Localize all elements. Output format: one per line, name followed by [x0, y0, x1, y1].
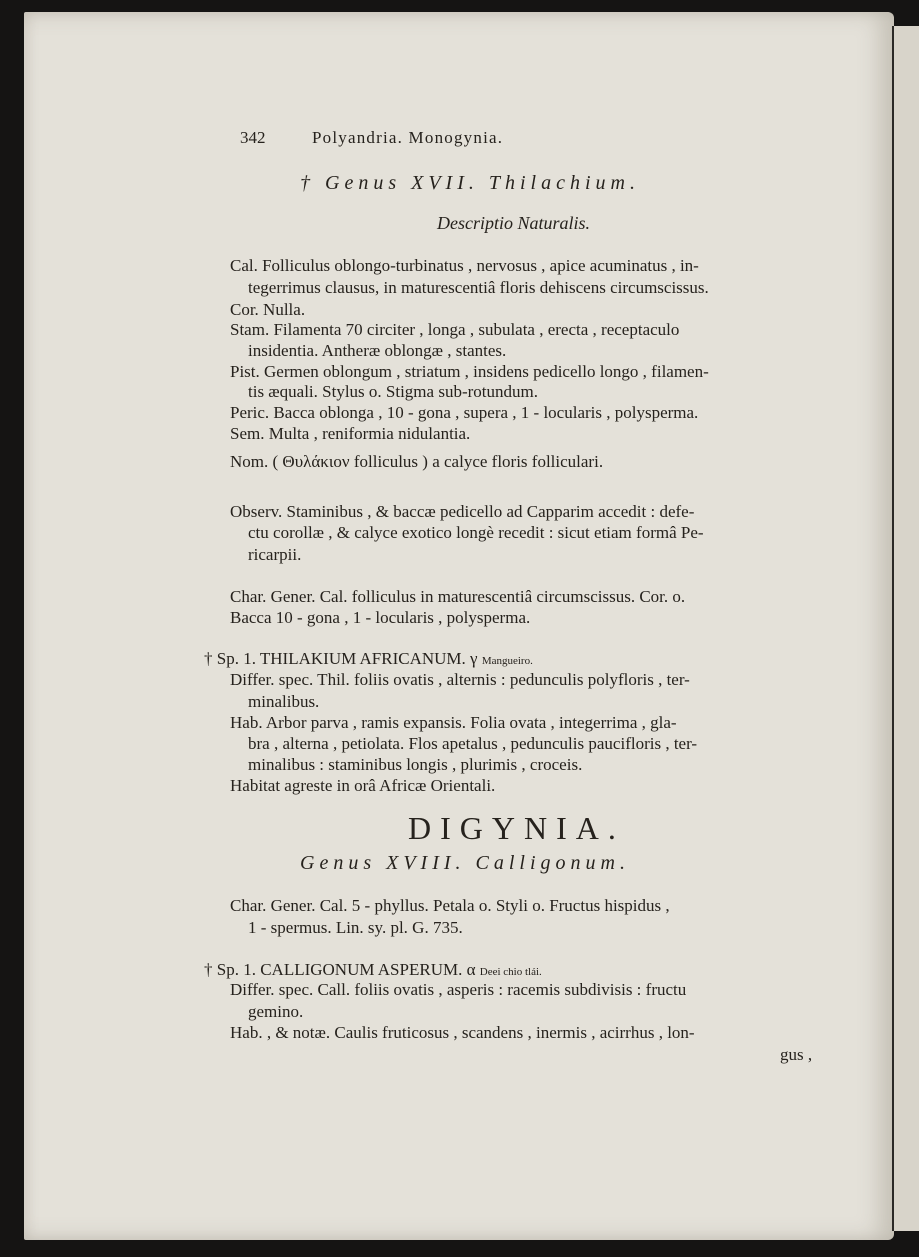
description-line: Pist. Germen oblongum , striatum , insidens pedicello longo , filamen- [230, 362, 709, 381]
species-vernacular: Deei chio tlái. [479, 966, 542, 978]
species-line: Habitat agreste in orâ Africæ Orientali. [230, 776, 496, 795]
species-name: † Sp. 1. THILAKIUM AFRICANUM. γ [204, 649, 478, 668]
species-line: Differ. spec. Call. foliis ovatis , asperis : racemis subdivisis : fructu [230, 980, 687, 999]
description-line: insidentia. Antheræ oblongæ , stantes. [248, 341, 507, 360]
species-line: minalibus. [248, 692, 320, 711]
description-line: Cor. Nulla. [230, 300, 306, 319]
description-line: tegerrimus clausus, in maturescentiâ floris dehiscens circumscissus. [248, 278, 709, 297]
species-name: † Sp. 1. CALLIGONUM ASPERUM. α [204, 960, 476, 979]
next-page-edge [892, 26, 919, 1231]
running-title: Polyandria. Monogynia. [312, 128, 504, 147]
character-line: Char. Gener. Cal. 5 - phyllus. Petala o. Styli o. Fructus hispidus , [230, 896, 670, 915]
species-line: bra , alterna , petiolata. Flos apetalus , pedunculis paucifloris , ter- [248, 734, 698, 753]
species-vernacular: Mangueiro. [481, 655, 533, 667]
character-line: 1 - spermus. Lin. sy. pl. G. 735. [248, 918, 463, 937]
genus-xviii-title: Genus XVIII. Calligonum. [300, 852, 630, 874]
species-line: minalibus : staminibus longis , plurimis , croceis. [248, 755, 583, 774]
character-line: Char. Gener. Cal. folliculus in maturescentiâ circumscissus. Cor. o. [230, 587, 686, 606]
descriptio-heading: Descriptio Naturalis. [437, 213, 591, 233]
character-line: Bacca 10 - gona , 1 - locularis , polysperma. [230, 608, 531, 627]
species-line: gemino. [248, 1002, 304, 1021]
species-line: Hab. , & notæ. Caulis fruticosus , scandens , inermis , acirrhus , lon- [230, 1023, 695, 1042]
description-line: tis æquali. Stylus o. Stigma sub-rotundum. [248, 382, 538, 401]
observation-line: ctu corollæ , & calyce exotico longè recedit : sicut etiam formâ Pe- [248, 523, 704, 542]
description-line: Cal. Folliculus oblongo-turbinatus , nervosus , apice acuminatus , in- [230, 256, 699, 275]
observation-line: Observ. Staminibus , & baccæ pedicello ad Capparim accedit : defe- [230, 502, 695, 521]
digynia-heading: DIGYNIA. [408, 810, 625, 846]
description-line: Peric. Bacca oblonga , 10 - gona , supera , 1 - locularis , polysperma. [230, 403, 699, 422]
description-line: Sem. Multa , reniformia nidulantia. [230, 424, 471, 443]
page-number: 342 [240, 128, 266, 147]
genus-xvii-title: † Genus XVII. Thilachium. [300, 172, 640, 194]
species-line: Hab. Arbor parva , ramis expansis. Folia ovata , integerrima , gla- [230, 713, 677, 732]
catchword: gus , [780, 1045, 813, 1064]
description-line: Stam. Filamenta 70 circiter , longa , subulata , erecta , receptaculo [230, 320, 680, 339]
species-title [204, 960, 542, 980]
observation-line: ricarpii. [248, 545, 302, 564]
species-line: Differ. spec. Thil. foliis ovatis , alternis : pedunculis polyfloris , ter- [230, 670, 690, 689]
description-line: Nom. ( Θυλάκιον folliculus ) a calyce floris folliculari. [230, 452, 604, 471]
species-title [204, 649, 533, 669]
